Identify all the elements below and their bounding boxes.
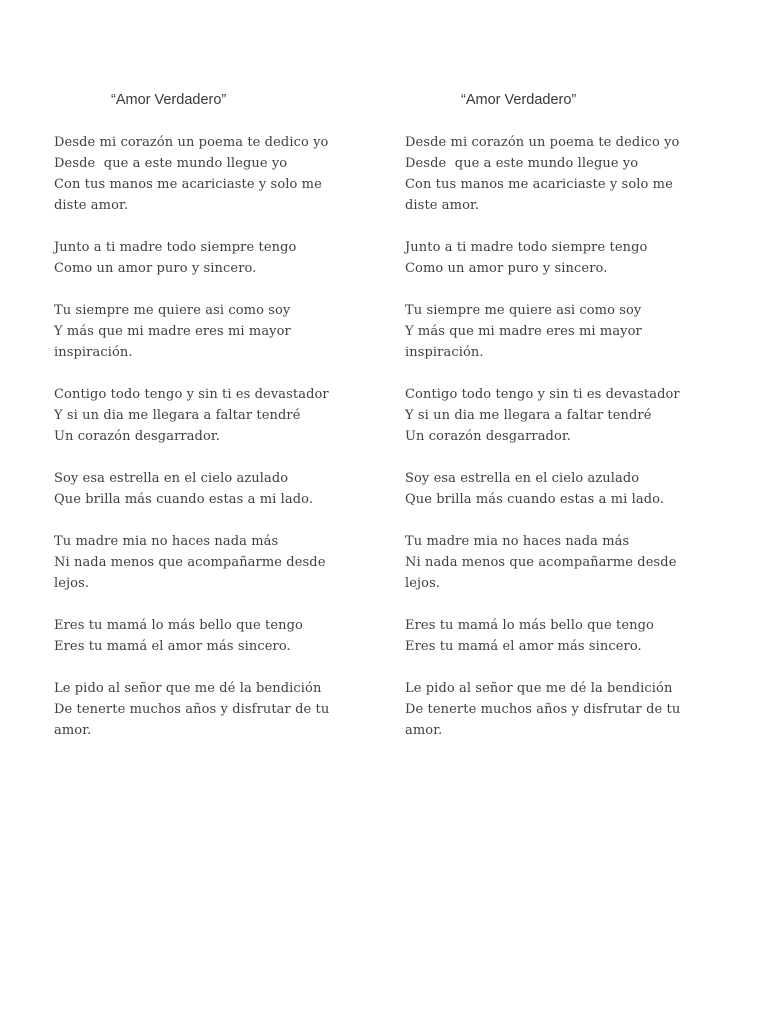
poem-line: Le pido al señor que me dé la bendición — [54, 681, 322, 696]
poem-line: lejos. — [54, 576, 90, 591]
poem-column-right — [405, 90, 735, 762]
poem-line: Desde que a este mundo llegue yo — [54, 156, 288, 171]
poem-body — [405, 132, 735, 741]
poem-line: Un corazón desgarrador. — [405, 429, 572, 444]
poem-line: Y si un dia me llegara a faltar tendré — [405, 408, 652, 423]
poem-line: Eres tu mamá el amor más sincero. — [54, 639, 291, 654]
stanza — [54, 300, 384, 363]
stanza — [405, 237, 735, 279]
poem-line: diste amor. — [405, 198, 480, 213]
stanza — [405, 678, 735, 741]
poem-line: Tu siempre me quiere asi como soy — [405, 303, 642, 318]
poem-line: diste amor. — [54, 198, 129, 213]
poem-line: Y más que mi madre eres mi mayor — [405, 324, 642, 339]
stanza — [405, 132, 735, 216]
poem-line: Ni nada menos que acompañarme desde — [54, 555, 326, 570]
poem-line: Tu madre mia no haces nada más — [54, 534, 279, 549]
poem-line: Desde mi corazón un poema te dedico yo — [54, 135, 329, 150]
poem-line: Junto a ti madre todo siempre tengo — [405, 240, 648, 255]
poem-line: Con tus manos me acariciaste y solo me — [54, 177, 322, 192]
poem-body — [54, 132, 384, 741]
poem-line: Y si un dia me llegara a faltar tendré — [54, 408, 301, 423]
poem-line: Eres tu mamá lo más bello que tengo — [405, 618, 654, 633]
poem-line: De tenerte muchos años y disfrutar de tu — [405, 702, 681, 717]
poem-line: Eres tu mamá lo más bello que tengo — [54, 618, 303, 633]
poem-line: Desde que a este mundo llegue yo — [405, 156, 639, 171]
poem-line: Contigo todo tengo y sin ti es devastador — [54, 387, 329, 402]
poem-title: “Amor Verdadero” — [461, 92, 577, 108]
poem-line: Y más que mi madre eres mi mayor — [54, 324, 291, 339]
poem-line: inspiración. — [54, 345, 133, 360]
poem-line: Un corazón desgarrador. — [54, 429, 221, 444]
poem-line: Desde mi corazón un poema te dedico yo — [405, 135, 680, 150]
poem-line: Como un amor puro y sincero. — [405, 261, 608, 276]
poem-line: Le pido al señor que me dé la bendición — [405, 681, 673, 696]
poem-line: amor. — [405, 723, 443, 738]
poem-line: Eres tu mamá el amor más sincero. — [405, 639, 642, 654]
stanza — [54, 237, 384, 279]
poem-line: Soy esa estrella en el cielo azulado — [405, 471, 640, 486]
stanza — [54, 615, 384, 657]
stanza — [405, 468, 735, 510]
stanza — [405, 615, 735, 657]
stanza — [54, 678, 384, 741]
poem-line: Que brilla más cuando estas a mi lado. — [54, 492, 314, 507]
stanza — [54, 132, 384, 216]
poem-title: “Amor Verdadero” — [111, 92, 227, 108]
stanza — [405, 300, 735, 363]
stanza — [54, 384, 384, 447]
poem-line: Como un amor puro y sincero. — [54, 261, 257, 276]
poem-line: De tenerte muchos años y disfrutar de tu — [54, 702, 330, 717]
poem-line: amor. — [54, 723, 92, 738]
poem-line: lejos. — [405, 576, 441, 591]
stanza — [54, 468, 384, 510]
poem-line: inspiración. — [405, 345, 484, 360]
poem-column-left — [54, 90, 384, 762]
poem-line: Con tus manos me acariciaste y solo me — [405, 177, 673, 192]
poem-line: Junto a ti madre todo siempre tengo — [54, 240, 297, 255]
poem-line: Que brilla más cuando estas a mi lado. — [405, 492, 665, 507]
poem-line: Ni nada menos que acompañarme desde — [405, 555, 677, 570]
stanza — [54, 531, 384, 594]
stanza — [405, 531, 735, 594]
poem-line: Soy esa estrella en el cielo azulado — [54, 471, 289, 486]
poem-line: Tu siempre me quiere asi como soy — [54, 303, 291, 318]
poem-line: Contigo todo tengo y sin ti es devastador — [405, 387, 680, 402]
poem-line: Tu madre mia no haces nada más — [405, 534, 630, 549]
stanza — [405, 384, 735, 447]
